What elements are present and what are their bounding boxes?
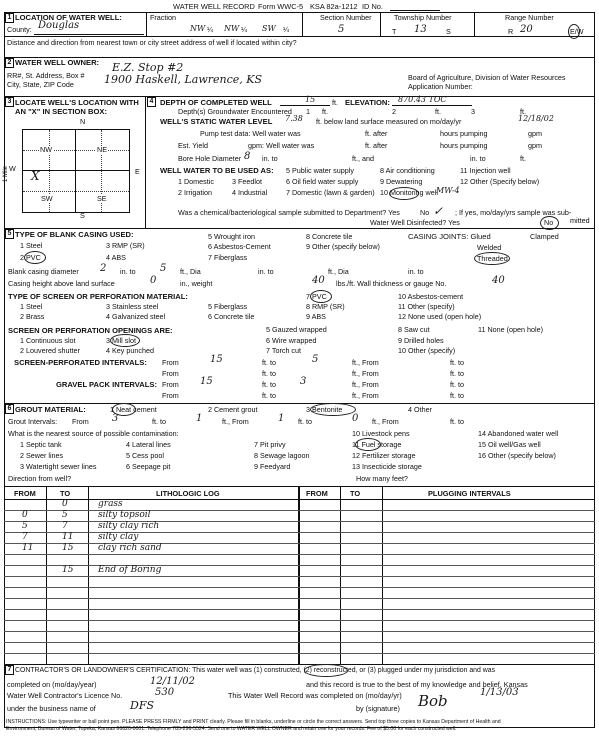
screen-3[interactable]: 3 Stainless steel xyxy=(106,302,159,311)
gi-from2-value[interactable]: 1 xyxy=(278,413,285,424)
log-to-cell[interactable]: 15 xyxy=(62,543,74,553)
use-7[interactable]: 7 Domestic (lawn & garden) xyxy=(286,188,375,197)
fraction-value-2[interactable]: NW xyxy=(224,24,240,33)
log-from-cell[interactable]: 5 xyxy=(22,521,28,531)
gi-to-value[interactable]: 1 xyxy=(196,413,203,424)
form-number: Form WWC-5 xyxy=(258,2,304,11)
joints-clamped[interactable]: Clamped xyxy=(530,232,559,241)
township-value[interactable]: 13 xyxy=(414,24,427,35)
gi-to2-value[interactable]: 0 xyxy=(352,413,359,424)
contam-11[interactable]: 11 Fuel storage xyxy=(352,440,402,449)
gi-ft-to-3: ft. to xyxy=(450,417,464,426)
disinfect-label: Water Well Disinfected? Yes xyxy=(370,218,460,227)
bore-label: Bore Hole Diameter xyxy=(178,154,242,163)
sp-from-value[interactable]: 15 xyxy=(210,354,223,365)
use-4[interactable]: 4 Industrial xyxy=(232,188,268,197)
log-row-line xyxy=(4,587,595,588)
log-to-cell[interactable]: 5 xyxy=(62,510,68,520)
log-row-line xyxy=(4,565,595,566)
log-row-line xyxy=(4,554,595,555)
address-label: RR#, St. Address, Box # xyxy=(7,71,85,80)
opening-6[interactable]: 6 Wire wrapped xyxy=(266,336,317,345)
screen-1[interactable]: 1 Steel xyxy=(20,302,43,311)
log-litho-cell[interactable]: silty clay rich xyxy=(98,521,160,531)
constructed-circle xyxy=(304,664,348,677)
casing-4[interactable]: 4 ABS xyxy=(106,253,126,262)
chem-sample-label: Was a chemical/bacteriological sample submitted to Department? Yes xyxy=(178,208,400,217)
section-number-label: Section Number xyxy=(320,13,372,22)
opening-5[interactable]: 5 Gauzed wrapped xyxy=(266,325,327,334)
log-header-litho: LITHOLOGIC LOG xyxy=(156,489,220,498)
gp-ft-from: ft., From xyxy=(352,380,379,389)
section-4-number: 4 xyxy=(147,97,156,107)
grout-1[interactable]: 1 Neat cement xyxy=(110,405,157,414)
opening-1[interactable]: 1 Continuous slot xyxy=(20,336,76,345)
sp-ft-from-2: ft., From xyxy=(352,369,379,378)
use-9[interactable]: 9 Dewatering xyxy=(380,177,423,186)
gp-from-label: From xyxy=(162,380,179,389)
contam-5[interactable]: 5 Cess pool xyxy=(126,451,164,460)
board-label: Board of Agriculture, Division of Water Resources xyxy=(408,73,566,82)
fraction-value-1[interactable]: NW xyxy=(190,24,206,33)
log-to-cell[interactable]: 0 xyxy=(62,499,68,509)
compass-s: S xyxy=(80,211,85,220)
opening-7[interactable]: 7 Torch cut xyxy=(266,346,302,355)
log-header-to-2: TO xyxy=(350,489,361,498)
section-6-number: 6 xyxy=(5,404,14,414)
chem-mitted: mitted xyxy=(570,216,590,225)
log-row-line xyxy=(4,620,595,621)
height-label: Casing height above land surface xyxy=(8,279,115,288)
completed-value[interactable]: 12/11/02 xyxy=(150,676,195,687)
use-5[interactable]: 5 Public water supply xyxy=(286,166,354,175)
bore-in-to-2: in. to xyxy=(470,154,486,163)
contam-10[interactable]: 10 Livestock pens xyxy=(352,429,410,438)
application-label: Application Number: xyxy=(408,82,473,91)
contam-11-circle xyxy=(355,438,381,451)
fraction-quarter-2: ¼ xyxy=(241,25,247,34)
casing-3[interactable]: 3 RMP (SR) xyxy=(106,241,145,250)
blank-in-to-3: in. to xyxy=(408,267,424,276)
chem-no-check: ✓ xyxy=(433,204,444,218)
blank-diam-value[interactable]: 2 xyxy=(100,263,107,274)
compass-w: W xyxy=(9,164,16,173)
static-level-label: WELL'S STATIC WATER LEVEL xyxy=(160,117,273,126)
county-value[interactable]: Douglas xyxy=(38,20,80,31)
sp-ft-to-3: ft. to xyxy=(262,369,276,378)
gi-from-label: From xyxy=(72,417,89,426)
range-r: R xyxy=(508,27,514,36)
contam-4[interactable]: 4 Lateral lines xyxy=(126,440,171,449)
mile-label: 1 Mile xyxy=(3,165,10,183)
screen-10[interactable]: 10 Asbestos-cement xyxy=(398,292,464,301)
sp-ft-to-4: ft. to xyxy=(450,369,464,378)
screen-7[interactable]: 7 PVC xyxy=(306,292,327,301)
owner-label: WATER WELL OWNER: xyxy=(15,58,100,67)
screen-11[interactable]: 11 Other (specify) xyxy=(398,302,455,311)
contam-14[interactable]: 14 Abandoned water well xyxy=(478,429,559,438)
chem-if-yes: ; If yes, mo/day/yrs sample was sub- xyxy=(455,208,572,217)
casing-9[interactable]: 9 Other (specify below) xyxy=(306,242,380,251)
log-litho-cell[interactable]: silty topsoil xyxy=(98,510,151,520)
contam-6[interactable]: 6 Seepage pit xyxy=(126,462,171,471)
log-row-line xyxy=(4,510,595,511)
distance-label: Distance and direction from nearest town or city street address of well if located within city? xyxy=(7,38,297,47)
range-label: Range Number xyxy=(505,13,554,22)
opening-10[interactable]: 10 Other (specify) xyxy=(398,346,456,355)
pump-test-label: Pump test data: Well water was xyxy=(200,129,301,138)
casing-2[interactable]: 2 PVC xyxy=(20,253,41,262)
gauge-value[interactable]: 40 xyxy=(492,275,505,286)
casing-6[interactable]: 6 Asbestos-Cement xyxy=(208,242,271,251)
log-to-cell[interactable]: 11 xyxy=(62,532,74,542)
screen-6[interactable]: 6 Concrete tile xyxy=(208,312,255,321)
address-value[interactable]: 1900 Haskell, Lawrence, KS xyxy=(104,73,263,86)
log-from-cell[interactable]: 0 xyxy=(22,510,28,520)
gw-2: 2 xyxy=(392,107,396,116)
use-10-value[interactable]: MW-4 xyxy=(436,186,460,195)
blank-in-to-2: in. to xyxy=(258,267,274,276)
screen-5[interactable]: 5 Fiberglass xyxy=(208,302,248,311)
how-many-label: How many feet? xyxy=(356,474,408,483)
casing-label: TYPE OF BLANK CASING USED: xyxy=(15,230,134,239)
log-litho-cell[interactable]: grass xyxy=(98,499,123,509)
sp-to-value[interactable]: 5 xyxy=(312,354,319,365)
log-header-to: TO xyxy=(60,489,71,498)
license-value[interactable]: 530 xyxy=(155,687,175,698)
use-10[interactable]: 10 Monitoring well xyxy=(380,188,438,197)
static-below-label: ft. below land surface measured on mo/day/yr xyxy=(316,117,462,126)
contam-15[interactable]: 15 Oil well/Gas well xyxy=(478,440,541,449)
height-weight: in., weight xyxy=(180,279,213,288)
quad-ne: NE xyxy=(97,145,107,154)
log-row-line xyxy=(4,598,595,599)
gp-ft-to-4: ft. to xyxy=(450,391,464,400)
joints-welded[interactable]: Welded xyxy=(477,243,502,252)
section-3-number: 3 xyxy=(5,97,14,107)
range-value[interactable]: 20 xyxy=(520,24,533,35)
contam-1[interactable]: 1 Septic tank xyxy=(20,440,62,449)
quad-se: SE xyxy=(97,194,107,203)
screen-12[interactable]: 12 None used (open hole) xyxy=(398,312,482,321)
threaded-circle xyxy=(474,252,510,265)
log-from-cell[interactable]: 7 xyxy=(22,532,28,542)
instructions-line-2: Environment, Bureau of Water, Topeka, Kansas 66620-0001. Telephone 785-296-5524. Send one to WATER WELL OWNER and retain one for your records. Fee of $5.00 for each constructed well. xyxy=(6,726,457,732)
use-1[interactable]: 1 Domestic xyxy=(178,177,214,186)
gw-3: 3 xyxy=(471,107,475,116)
depth-label: DEPTH OF COMPLETED WELL xyxy=(160,98,272,107)
gi-ft-to-2: ft. to xyxy=(298,417,312,426)
blank-diam-label: Blank casing diameter xyxy=(8,267,79,276)
log-row-line xyxy=(4,631,595,632)
range-ew: E/W xyxy=(570,27,584,36)
yield-after: ft. after xyxy=(365,141,388,150)
screen-8[interactable]: 8 RMP (SR) xyxy=(306,302,345,311)
completed-label: completed on (mo/day/year) xyxy=(7,680,97,689)
sp-from-label-2: From xyxy=(162,369,179,378)
gi-from-value[interactable]: 3 xyxy=(112,413,119,424)
yield-gpm-2: gpm xyxy=(528,141,542,150)
contam-12[interactable]: 12 Fertilizer storage xyxy=(352,451,416,460)
sp-ft-to-2: ft. to xyxy=(450,358,464,367)
bore-in-to: in. to xyxy=(262,154,278,163)
record-completed-label: This Water Well Record was completed on (mo/day/yr) xyxy=(228,691,402,700)
opening-4[interactable]: 4 Key punched xyxy=(106,346,154,355)
depth-value[interactable]: 15 xyxy=(305,95,316,104)
section-1-number: 1 xyxy=(5,13,14,23)
blank-in-to: in. to xyxy=(120,267,136,276)
opening-11[interactable]: 11 None (open hole) xyxy=(478,325,543,334)
township-s: S xyxy=(446,27,451,36)
casing-1[interactable]: 1 Steel xyxy=(20,241,43,250)
grout-label: GROUT MATERIAL: xyxy=(15,405,86,414)
gravel-label: GRAVEL PACK INTERVALS: xyxy=(56,380,157,389)
grout-3[interactable]: 3 Bentonite xyxy=(306,405,343,414)
instructions-line-1: INSTRUCTIONS: Use typewriter or ball point pen. PLEASE PRESS FIRMLY and PRINT clearly. Please fill in blanks, underline or circle the correct answers. Send top three copies to Kansas Department of Health and xyxy=(6,719,501,725)
use-6[interactable]: 6 Oil field water supply xyxy=(286,177,359,186)
contamination-label: What is the nearest source of possible contamination: xyxy=(8,429,179,438)
log-from-cell[interactable]: 11 xyxy=(22,543,34,553)
gp-ft-to-3: ft. to xyxy=(262,391,276,400)
fraction-value-3[interactable]: SW xyxy=(262,24,276,33)
bore-and: ft., and xyxy=(352,154,374,163)
location-label: LOCATION OF WATER WELL: xyxy=(15,13,122,22)
casing-8[interactable]: 8 Concrete tile xyxy=(306,232,353,241)
opening-2[interactable]: 2 Louvered shutter xyxy=(20,346,80,355)
gp-from-label-2: From xyxy=(162,391,179,400)
bore-ft: ft. xyxy=(520,154,526,163)
fraction-label: Fraction xyxy=(150,13,176,22)
contam-8[interactable]: 8 Sewage lagoon xyxy=(254,451,310,460)
gi-ft-to: ft. to xyxy=(152,417,166,426)
log-header-plugging: PLUGGING INTERVALS xyxy=(428,489,511,498)
blank-dia-1: ft., Dia xyxy=(180,267,201,276)
disinfect-no[interactable]: No xyxy=(544,218,554,227)
sp-from-label: From xyxy=(162,358,179,367)
screen-4[interactable]: 4 Galvanized steel xyxy=(106,312,166,321)
township-label: Township Number xyxy=(394,13,452,22)
log-row-line xyxy=(4,653,595,654)
use-label: WELL WATER TO BE USED AS: xyxy=(160,166,274,175)
height-value[interactable]: 0 xyxy=(150,275,157,286)
gp-ft-from-2: ft., From xyxy=(352,391,379,400)
gp-from-value[interactable]: 15 xyxy=(200,376,213,387)
log-header-from-2: FROM xyxy=(306,489,328,498)
log-litho-cell[interactable]: End of Boring xyxy=(98,565,162,575)
owner-value[interactable]: E.Z. Stop #2 xyxy=(112,61,184,74)
quad-nw: NW xyxy=(40,145,52,154)
pump-gpm: gpm xyxy=(528,129,542,138)
business-name-label: under the business name of xyxy=(7,704,96,713)
use-8[interactable]: 8 Air conditioning xyxy=(380,166,435,175)
joints-label: CASING JOINTS: Glued xyxy=(408,232,491,241)
use-3[interactable]: 3 Feedlot xyxy=(232,177,262,186)
use-11[interactable]: 11 Injection well xyxy=(460,166,511,175)
business-name-value[interactable]: DFS xyxy=(130,699,154,712)
casing-5[interactable]: 5 Wrought iron xyxy=(208,232,256,241)
section-number-value[interactable]: 5 xyxy=(338,24,345,35)
license-label: Water Well Contractor's Licence No. xyxy=(7,691,123,700)
grout-4[interactable]: 4 Other xyxy=(408,405,432,414)
log-row-line xyxy=(4,543,595,544)
casing-7[interactable]: 7 Fiberglass xyxy=(208,253,248,262)
casing-2-circle xyxy=(24,251,46,264)
contam-9[interactable]: 9 Feedyard xyxy=(254,462,291,471)
log-row-line xyxy=(4,532,595,533)
true-label: and this record is true to the best of my knowledge and belief. Kansas xyxy=(306,680,528,689)
certification-label: CONTRACTOR'S OR LANDOWNER'S CERTIFICATION: This water well was (1) constructed, (2) reconstructed, or (3) plugged under my jurisdiction and was xyxy=(15,667,496,674)
static-date-value[interactable]: 12/18/02 xyxy=(518,114,554,123)
depth-ft: ft. xyxy=(332,98,338,107)
blank-dia-2: ft., Dia xyxy=(328,267,349,276)
gp-ft-to: ft. to xyxy=(262,380,276,389)
screen-material-label: TYPE OF SCREEN OR PERFORATION MATERIAL: xyxy=(8,292,188,301)
log-litho-cell[interactable]: silty clay xyxy=(98,532,139,542)
grout-3-circle xyxy=(310,403,356,416)
gi-ft-from-2: ft., From xyxy=(372,417,399,426)
gi-ft-from: ft., From xyxy=(222,417,249,426)
quad-sw: SW xyxy=(41,194,53,203)
log-row-line xyxy=(4,521,595,522)
yield-gpm: gpm: Well water was xyxy=(248,141,315,150)
gw-1-ft: ft. xyxy=(322,107,328,116)
compass-n: N xyxy=(80,117,86,126)
contam-13[interactable]: 13 Insecticide storage xyxy=(352,462,422,471)
township-t: T xyxy=(392,27,397,36)
section-2-number: 2 xyxy=(5,58,14,68)
use-2[interactable]: 2 Irrigation xyxy=(178,188,212,197)
pump-hours: hours pumping xyxy=(440,129,488,138)
log-to-cell[interactable]: 15 xyxy=(62,565,74,575)
chem-no[interactable]: No xyxy=(420,208,430,217)
elevation-value[interactable]: 870.43 TOC xyxy=(398,95,447,104)
weight-lbs: lbs./ft. Wall thickness or gauge No. xyxy=(336,279,447,288)
opening-8[interactable]: 8 Saw cut xyxy=(398,325,430,334)
groundwater-label: Depth(s) Groundwater Encountered xyxy=(178,107,292,116)
form-title: WATER WELL RECORD xyxy=(173,2,255,11)
opening-9[interactable]: 9 Drilled holes xyxy=(398,336,444,345)
gw-3-ft: ft. xyxy=(520,107,526,116)
city-label: City, State, ZIP Code xyxy=(7,80,74,89)
grout-intervals-label: Grout Intervals: xyxy=(8,417,58,426)
use-12[interactable]: 12 Other (Specify below) xyxy=(460,177,540,186)
blank-to-value[interactable]: 5 xyxy=(160,263,167,274)
screen-intervals-label: SCREEN-PERFORATED INTERVALS: xyxy=(14,358,147,367)
use-10-circle xyxy=(389,187,419,200)
gw-2-ft: ft. xyxy=(435,107,441,116)
gp-to-value[interactable]: 3 xyxy=(300,376,307,387)
locate-label-2: AN "X" IN SECTION BOX: xyxy=(15,107,108,116)
section-7-number: 7 xyxy=(5,665,14,675)
signature-label: by (signature) xyxy=(356,704,400,713)
bore-value[interactable]: 8 xyxy=(244,151,251,162)
log-row-line xyxy=(4,576,595,577)
compass-e: E xyxy=(135,167,140,176)
fraction-quarter-1: ¼ xyxy=(207,25,213,34)
contam-16[interactable]: 16 Other (specify below) xyxy=(478,451,556,460)
sp-ft-from: ft., From xyxy=(352,358,379,367)
ksa-citation: KSA 82a-1212 xyxy=(310,2,358,11)
log-litho-cell[interactable]: clay rich sand xyxy=(98,543,162,553)
gw-1: 1 xyxy=(306,107,310,116)
locate-label-1: LOCATE WELL'S LOCATION WITH xyxy=(15,98,139,107)
fraction-quarter-3: ¼ xyxy=(283,25,289,34)
contam-2[interactable]: 2 Sewer lines xyxy=(20,451,64,460)
weight-value[interactable]: 40 xyxy=(312,275,325,286)
yield-hours: hours pumping xyxy=(440,141,488,150)
section-x-mark: X xyxy=(31,169,40,183)
openings-label: SCREEN OR PERFORATION OPENINGS ARE: xyxy=(8,326,173,335)
id-no-label: ID No. xyxy=(362,2,383,11)
contam-7[interactable]: 7 Pit privy xyxy=(254,440,286,449)
grout-2[interactable]: 2 Cement grout xyxy=(208,405,258,414)
log-to-cell[interactable]: 7 xyxy=(62,521,68,531)
direction-label: Direction from well? xyxy=(8,474,72,483)
static-level-value[interactable]: 7.38 xyxy=(285,114,303,123)
pump-after: ft. after xyxy=(365,129,388,138)
section-5-number: 5 xyxy=(5,229,14,239)
contam-3[interactable]: 3 Watertight sewer lines xyxy=(20,462,97,471)
screen-2[interactable]: 2 Brass xyxy=(20,312,45,321)
yield-label: Est. Yield xyxy=(178,141,208,150)
sp-ft-to: ft. to xyxy=(262,358,276,367)
log-row-line xyxy=(4,609,595,610)
joints-threaded[interactable]: Threaded xyxy=(477,254,508,263)
opening-3[interactable]: 3 Mill slot xyxy=(106,336,136,345)
signature[interactable]: Bob xyxy=(418,692,448,710)
record-completed-value[interactable]: 1/13/03 xyxy=(480,687,519,698)
gp-ft-to-2: ft. to xyxy=(450,380,464,389)
screen-9[interactable]: 9 ABS xyxy=(306,312,326,321)
log-header-from: FROM xyxy=(14,489,36,498)
elevation-label: ELEVATION: xyxy=(345,98,390,107)
log-row-line xyxy=(4,642,595,643)
county-label: County: xyxy=(7,25,32,34)
